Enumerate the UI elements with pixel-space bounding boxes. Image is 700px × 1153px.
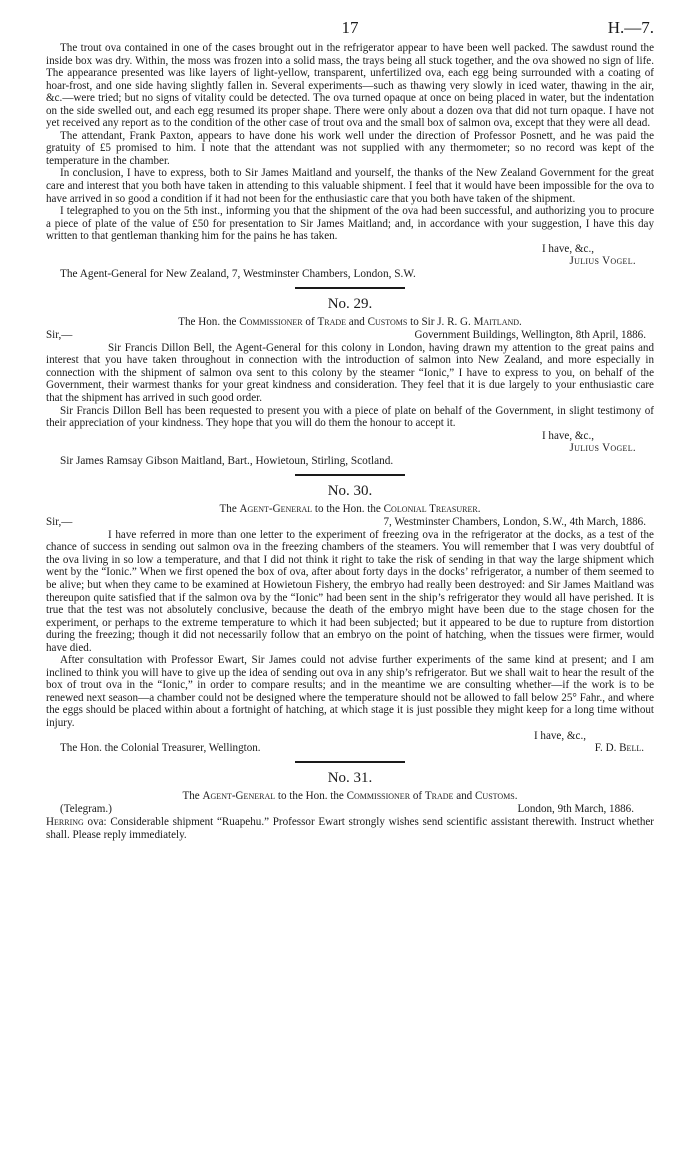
addressee: Sir James Ramsay Gibson Maitland, Bart., Howietoun, Stirling, Scotland. — [60, 454, 394, 467]
paragraph: Sir Francis Dillon Bell has been requested to present you with a piece of plate on behalf of the Government, in slight testimony of their appreciation of your kindness. They hope that you will do them the honour to accept it. — [46, 404, 654, 430]
paragraph: Sir Francis Dillon Bell, the Agent-General for this colony in London, having drawn my attention to the great pains and interest that you have taken throughout in connection with the introduction of salmon into New Zealand, and more especially in connection with the shipment of salmon ova sent to this colony by the steamer “Ionic,” I have to express to you, on behalf of the Government, their warmest thanks for your great kindness and consideration. They feel that it is due largely to your enthusiastic care that the shipment has arrived in such good order. — [46, 341, 654, 405]
paragraph: I have referred in more than one letter to the experiment of freezing ova in the refrigerator at the docks, as a test of the chance of success in sending out salmon ova in the freezing chambers of the steamers. You will remember that I was very doubtful of the ova living in so low a temperature, and that I did not think it right to take the risk of sending in that way the large shipment which went by the “Ionic.” When we first opened the box of ova, after about forty days in the docks’ refrigerator, a number of them seemed to be alive; but when they came to be examined at Howietoun Fishery, the embryo had really been destroyed: and Sir James Maitland was thereupon quite satisfied that if the salmon ova by the “Ionic” had been sent in the ship’s refrigerator they would all have perished. It is true that the test was not absolutely conclusive, because the death of the embryo might have been due to the stage chosen for the experiment, or perhaps to the extreme temperature to which it had been subjected; but it appeared to be due to rupture from distortion during the freezing; though it did not necessarily follow that an embryo on the point of hatching, when the tissues were firmer, would have died. — [46, 528, 654, 654]
signature: Julius Vogel. — [569, 442, 636, 455]
paragraph: After consultation with Professor Ewart, Sir James could not advise further experiments of the same kind at present; and I am inclined to think you will have to give up the idea of sending out ova in any ship’s refrigerator. But we shall wait to hear the result of the box of trout ova in the “Ionic,” in order to compare results; and in the meantime we are consulting whether—if the work is to be renewed next season—a chamber could not be designed where the temperature should not be allowed to fall below 25° Fahr., and where the eggs should be placed within about a fortnight of hatching, at which stage it is just possible they might keep for a long time without injury. — [46, 654, 654, 729]
paragraph: In conclusion, I have to express, both to Sir James Maitland and yourself, the thanks of the New Zealand Government for the great care and interest that you both have taken in attending to this valuable shipment. I feel that it would have been impossible for the ova to have arrived in so good a condition if it had not been for the enthusiastic care that you both have taken of the shipment. — [46, 167, 654, 205]
document-reference: H.—7. — [607, 18, 654, 37]
telegram-text: Herring ova: Considerable shipment “Ruapehu.” Professor Ewart strongly wishes send scientific assistant therewith. Instruct whether shall. Please reply immediately. — [46, 816, 654, 841]
letter-31 — [46, 770, 654, 841]
closing: I have, &c., — [533, 729, 586, 742]
page-header — [46, 14, 654, 42]
place-date: London, 9th March, 1886. — [517, 803, 634, 816]
closing: I have, &c., — [541, 429, 594, 442]
letter-route: The Agent-General to the Hon. the Colonial Treasurer. — [219, 502, 481, 515]
paragraph: I telegraphed to you on the 5th inst., informing you that the shipment of the ova had been successful, and authorizing you to procure a piece of plate of the value of £50 for presentation to Sir James Maitland; and, in accordance with your suggestion, I have this day written to that gentleman thanking him for the pains he has taken. — [46, 205, 654, 243]
section-divider — [295, 761, 405, 763]
document-page — [46, 14, 654, 841]
place-date: 7, Westminster Chambers, London, S.W., 4th March, 1886. — [383, 515, 646, 528]
telegram-lead: Herring — [46, 816, 84, 829]
addressee: The Agent-General for New Zealand, 7, Westminster Chambers, London, S.W. — [60, 267, 416, 280]
section-divider — [295, 287, 405, 289]
place-date: Government Buildings, Wellington, 8th April, 1886. — [414, 328, 646, 341]
letter-30 — [46, 483, 654, 755]
signature: Julius Vogel. — [569, 255, 636, 268]
addressee-signature-line — [46, 742, 654, 755]
paragraph: The trout ova contained in one of the cases brought out in the refrigerator appear to have been well packed. The sawdust round the inside box was dry. Within, the moss was frozen into a solid mass, the trays being all stuck together, and the ova showed no sign of life. The appearance presented was like layers of light-yellow, transparent, unfertilized ova, each egg being surrounded with a coating of hoar-frost, and one side having slightly fallen in. Several experiments—such as thawing very slowly in iced water, thawing in the air, &c.—were tried; but no signs of vitality could be detected. The ova turned opaque at once on being placed in water, but the indentation on the side swelled out, and each egg resumed its proper shape. There were only about a dozen ova that did not turn opaque. I have not yet received any report as to the condition of the other case of trout ova and the small box of salmon ova, except that they were all dead. — [46, 42, 654, 130]
signature: F. D. Bell. — [594, 742, 644, 755]
letter-number: No. 29. — [327, 295, 373, 312]
page-number: 17 — [341, 18, 359, 37]
salutation-line — [46, 329, 654, 342]
telegram-label: (Telegram.) — [60, 803, 112, 816]
letter-28-continued — [46, 42, 654, 281]
salutation: Sir,— — [46, 515, 73, 528]
letter-29 — [46, 296, 654, 468]
salutation: Sir,— — [46, 328, 73, 341]
telegram-line — [46, 803, 654, 816]
salutation-line — [46, 516, 654, 529]
addressee: The Hon. the Colonial Treasurer, Wellington. — [60, 742, 261, 755]
closing: I have, &c., — [541, 242, 594, 255]
letter-number: No. 31. — [327, 770, 373, 787]
letter-number: No. 30. — [327, 482, 373, 499]
paragraph: The attendant, Frank Paxton, appears to have done his work well under the direction of Professor Posnett, and he was paid the gratuity of £5 promised to him. I note that the attendant was not supplied with any thermometer; so no record was kept of the temperature in the chamber. — [46, 129, 654, 167]
letter-route: The Agent-General to the Hon. the Commissioner of Trade and Customs. — [182, 790, 518, 803]
letter-route: The Hon. the Commissioner of Trade and Customs to Sir J. R. G. Maitland. — [178, 315, 522, 328]
section-divider — [295, 474, 405, 476]
